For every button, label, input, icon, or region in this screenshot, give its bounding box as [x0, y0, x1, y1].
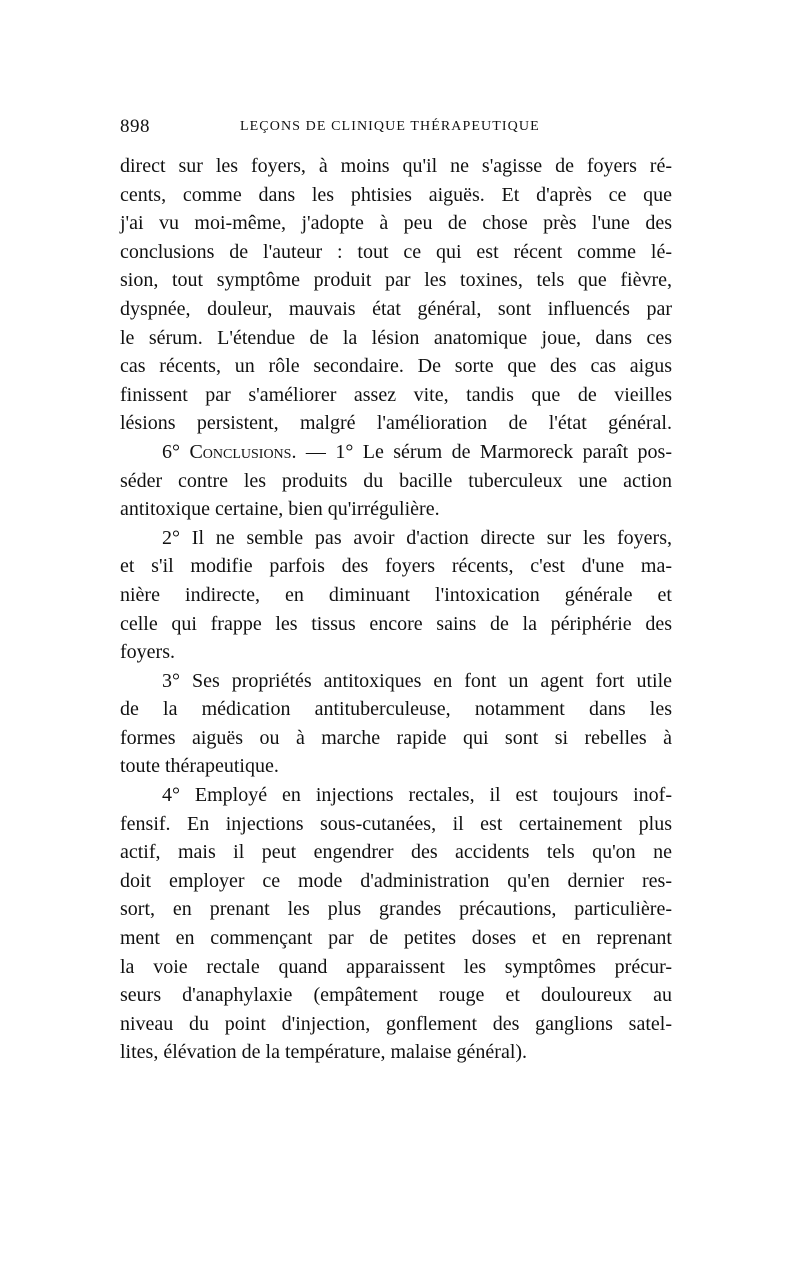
text-line: celle qui frappe les tissus encore sains de la périphérie des [120, 612, 672, 635]
conclusions-text: — 1° Le sérum de Marmoreck paraît pos- [296, 440, 673, 463]
body-text [120, 152, 672, 1067]
conclusions-heading: Conclusions. [189, 440, 297, 463]
text-line: 3° Ses propriétés antitoxiques en font un agent fort utile [162, 669, 672, 692]
text-line: actif, mais il peut engendrer des accidents tels qu'on ne [120, 841, 672, 864]
text-line: le sérum. L'étendue de la lésion anatomique joue, dans ces [120, 326, 672, 349]
text-line: dyspnée, douleur, mauvais état général, sont influencés par [120, 297, 672, 320]
text-line: j'ai vu moi-même, j'adopte à peu de chose près l'une des [120, 212, 672, 235]
text-line: fensif. En injections sous-cutanées, il est certainement plus [120, 812, 672, 835]
text-line: lites, élévation de la température, malaise général). [120, 1041, 528, 1064]
text-line: ment en commençant par de petites doses et en reprenant [120, 927, 672, 950]
text-line: lésions persistent, malgré l'amélioration de l'état général. [120, 412, 672, 435]
conclusions-number: 6° [162, 440, 190, 463]
text-line: sort, en prenant les plus grandes précautions, particulière- [120, 898, 672, 921]
text-line: 4° Employé en injections rectales, il est toujours inof- [162, 784, 672, 807]
page-header [120, 112, 672, 142]
text-line: conclusions de l'auteur : tout ce qui est récent comme lé- [120, 240, 672, 263]
running-title: LEÇONS DE CLINIQUE THÉRAPEUTIQUE [240, 119, 540, 134]
text-line: toute thérapeutique. [120, 755, 279, 778]
text-line: 2° Il ne semble pas avoir d'action directe sur les foyers, [162, 526, 672, 549]
text-line: nière indirecte, en diminuant l'intoxication générale et [120, 583, 672, 606]
text-line: niveau du point d'injection, gonflement des ganglions satel- [120, 1012, 672, 1035]
text-line: et s'il modifie parfois des foyers récents, c'est d'une ma- [120, 555, 672, 578]
text-line: formes aiguës ou à marche rapide qui sont si rebelles à [120, 726, 672, 749]
text-line: foyers. [120, 641, 175, 664]
text-line: séder contre les produits du bacille tuberculeux une action [120, 469, 672, 492]
text-line: direct sur les foyers, à moins qu'il ne s'agisse de foyers ré- [120, 155, 672, 177]
text-line: sion, tout symptôme produit par les toxines, tels que fièvre, [120, 269, 672, 292]
text-line: cas récents, un rôle secondaire. De sorte que des cas aigus [120, 355, 672, 378]
text-line: la voie rectale quand apparaissent les symptômes précur- [120, 955, 672, 978]
text-line: finissent par s'améliorer assez vite, tandis que de vieilles [120, 383, 672, 406]
text-line: doit employer ce mode d'administration qu'en dernier res- [120, 869, 672, 892]
text-line: antitoxique certaine, bien qu'irrégulière. [120, 498, 440, 521]
text-line: seurs d'anaphylaxie (empâtement rouge et douloureux au [120, 984, 672, 1007]
page-number: 898 [120, 116, 150, 137]
text-line: cents, comme dans les phtisies aiguës. Et d'après ce que [120, 183, 672, 206]
conclusions-heading-line [120, 438, 672, 467]
text-line: de la médication antituberculeuse, notamment dans les [120, 698, 672, 721]
